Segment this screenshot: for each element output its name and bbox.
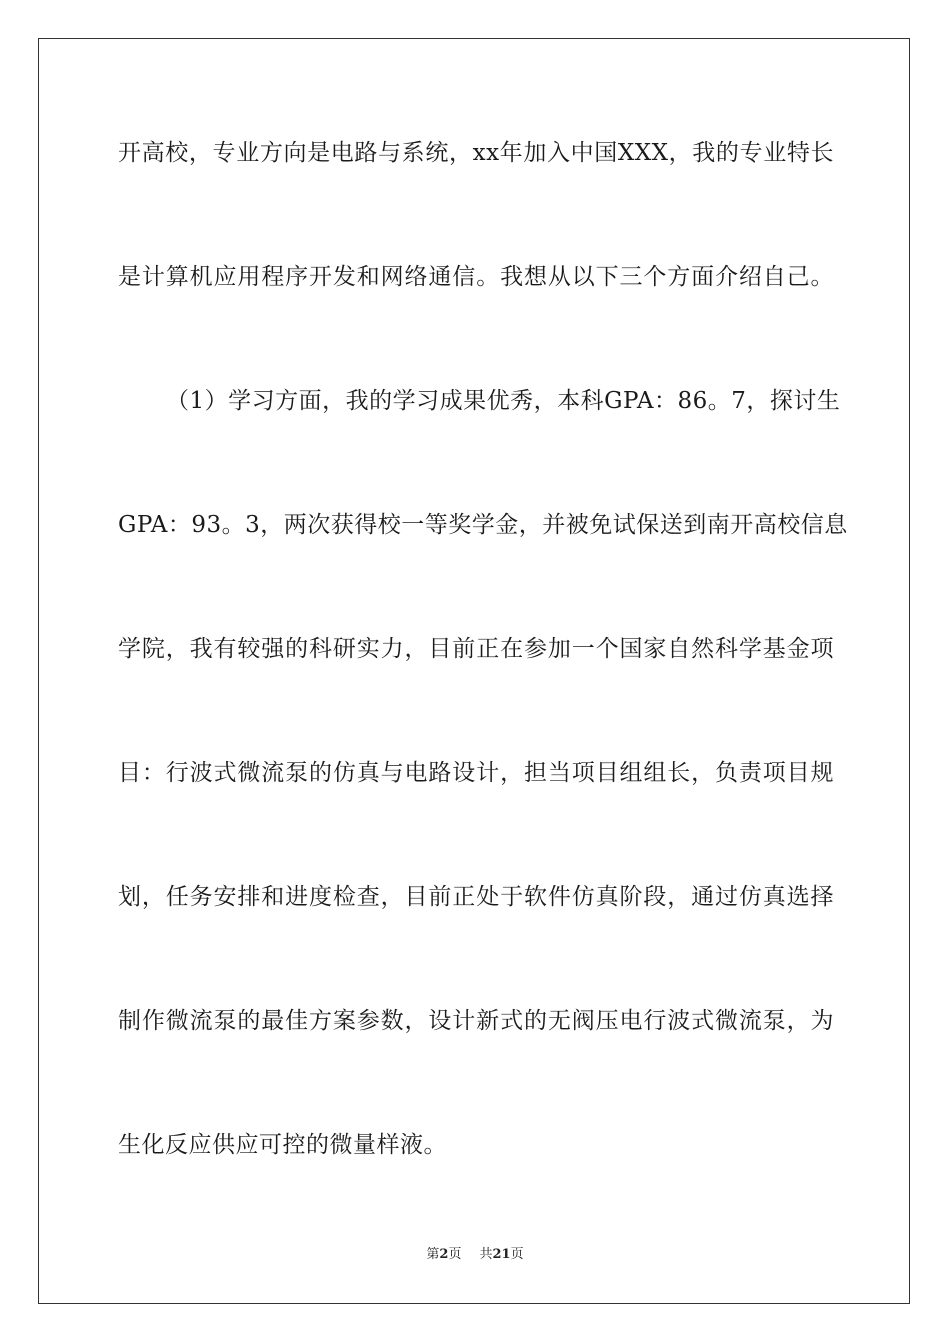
total-suffix: 页 (510, 1247, 524, 1262)
total-prefix: 共 (479, 1247, 493, 1262)
paragraph-line: 制作微流泵的最佳方案参数，设计新式的无阀压电行波式微流泵，为 (118, 1008, 834, 1034)
paragraph-line: GPA：93。3，两次获得校一等奖学金，并被免试保送到南开高校信息 (118, 512, 848, 538)
paragraph-line: 开高校，专业方向是电路与系统，xx年加入中国XXX，我的专业特长 (118, 140, 834, 166)
total-pages: 21 (492, 1247, 511, 1262)
page-border (38, 38, 910, 1304)
paragraph-line: 生化反应供应可控的微量样液。 (118, 1132, 447, 1158)
paragraph-line: 学院，我有较强的科研实力，目前正在参加一个国家自然科学基金项 (118, 636, 834, 662)
paragraph-line: 是计算机应用程序开发和网络通信。我想从以下三个方面介绍自己。 (118, 264, 834, 290)
page-footer (0, 1247, 950, 1263)
paragraph-line: 划，任务安排和进度检查，目前正处于软件仿真阶段，通过仿真选择 (118, 884, 834, 910)
page-prefix: 第 (426, 1247, 440, 1262)
page-number: 2 (439, 1247, 449, 1262)
page-suffix: 页 (448, 1247, 462, 1262)
paragraph-line: （1）学习方面，我的学习成果优秀，本科GPA：86。7，探讨生 (166, 388, 841, 414)
paragraph-line: 目：行波式微流泵的仿真与电路设计，担当项目组组长，负责项目规 (118, 760, 834, 786)
